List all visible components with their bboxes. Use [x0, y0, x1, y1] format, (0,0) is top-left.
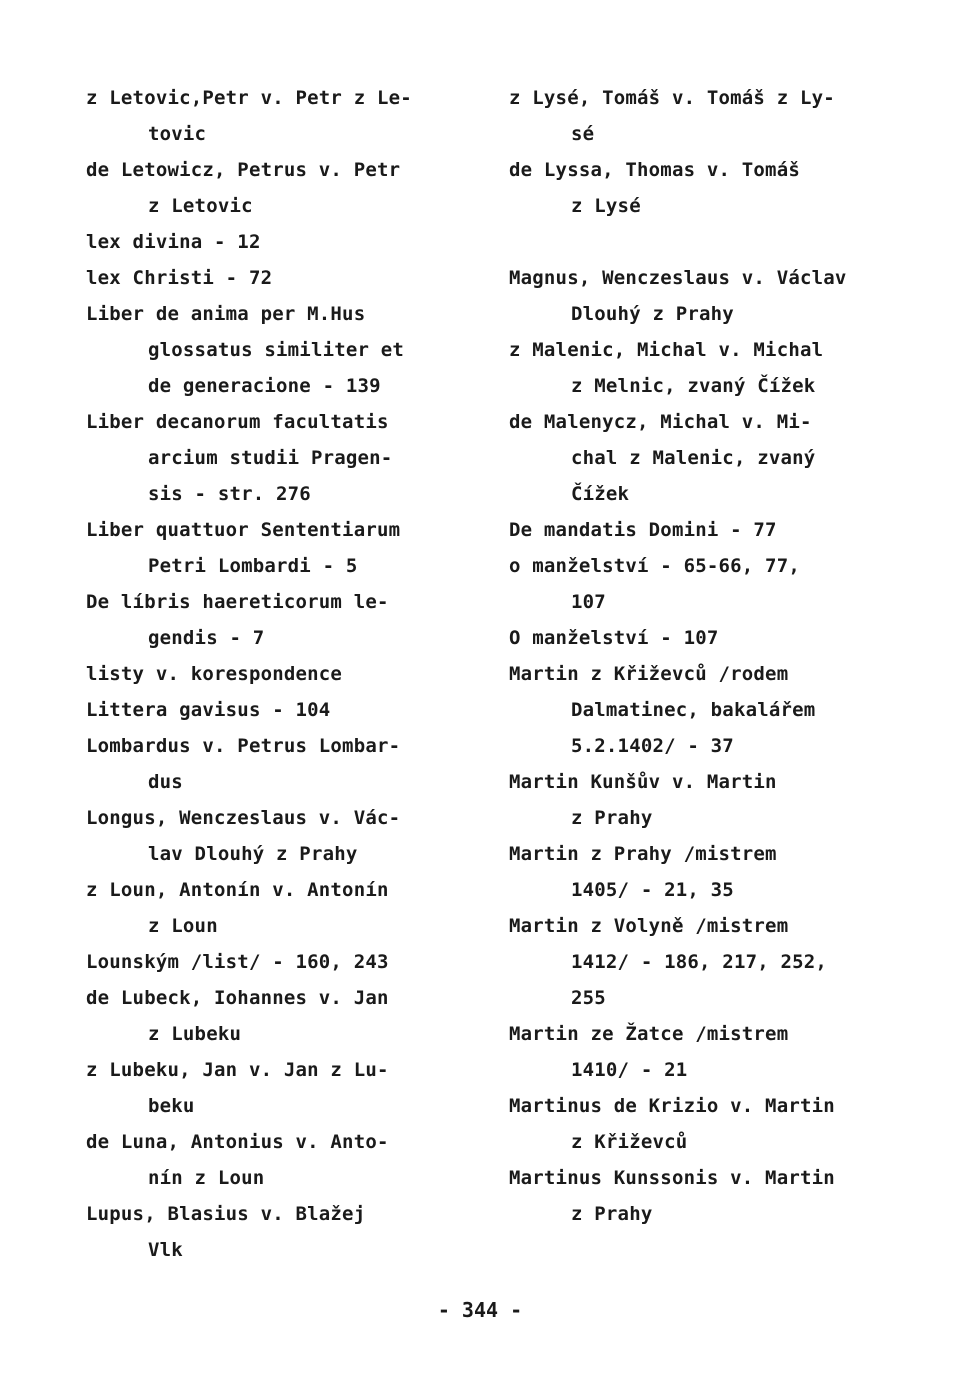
index-entry: Liber de anima per M.Hus: [86, 303, 366, 325]
index-entry: Martin z Volyně /mistrem: [509, 915, 789, 937]
index-entry: O manželství - 107: [509, 627, 719, 649]
index-entry: z Letovic,Petr v. Petr z Le-: [86, 87, 412, 109]
index-entry: o manželství - 65-66, 77,: [509, 555, 800, 577]
index-entry: z Lysé, Tomáš v. Tomáš z Ly-: [509, 87, 835, 109]
index-entry-continuation: 1412/ - 186, 217, 252,: [571, 951, 828, 973]
index-entry-continuation: Dlouhý z Prahy: [571, 303, 734, 325]
index-entry: Liber decanorum facultatis: [86, 411, 389, 433]
index-entry-continuation: z Prahy: [571, 1203, 653, 1225]
index-entry: [509, 224, 929, 260]
page-number: - 344 -: [437, 1298, 523, 1322]
index-entry-continuation: z Lubeku: [148, 1023, 242, 1045]
index-entry-continuation: z Letovic: [148, 195, 253, 217]
index-entry-continuation: z Křiževců: [571, 1131, 688, 1153]
index-entry-continuation: dus: [148, 771, 183, 793]
index-entry-continuation: arcium studii Pragen-: [148, 447, 393, 469]
index-entry: listy v. korespondence: [86, 663, 343, 685]
index-entry-continuation: z Melnic, zvaný Čížek: [571, 375, 816, 397]
index-entry-continuation: sis - str. 276: [148, 483, 311, 505]
index-entry: de Luna, Antonius v. Anto-: [86, 1131, 389, 1153]
index-entry-continuation: 107: [571, 591, 606, 613]
index-entry: Martin z Prahy /mistrem: [509, 843, 777, 865]
index-entry: Martinus Kunssonis v. Martin: [509, 1167, 835, 1189]
index-entry-continuation: gendis - 7: [148, 627, 265, 649]
index-entry-continuation: Vlk: [148, 1239, 183, 1261]
index-column-left: [86, 80, 466, 1268]
index-entry: De líbris haereticorum le-: [86, 591, 389, 613]
index-entry: Littera gavisus - 104: [86, 699, 331, 721]
index-entry: Martinus de Krizio v. Martin: [509, 1095, 835, 1117]
index-entry-continuation: nín z Loun: [148, 1167, 265, 1189]
index-entry: Lupus, Blasius v. Blažej: [86, 1203, 366, 1225]
index-entry-continuation: Petri Lombardi - 5: [148, 555, 358, 577]
index-entry-continuation: z Prahy: [571, 807, 653, 829]
index-entry-continuation: 255: [571, 987, 606, 1009]
index-entry-continuation: z Loun: [148, 915, 218, 937]
index-entry: Martin Kunšův v. Martin: [509, 771, 777, 793]
index-entry: Lounským /list/ - 160, 243: [86, 951, 389, 973]
index-entry: de Lyssa, Thomas v. Tomáš: [509, 159, 800, 181]
index-entry: de Lubeck, Iohannes v. Jan: [86, 987, 389, 1009]
index-entry: Lombardus v. Petrus Lombar-: [86, 735, 401, 757]
index-entry-continuation: Dalmatinec, bakalářem: [571, 699, 816, 721]
index-entry-continuation: z Lysé: [571, 195, 641, 217]
index-entry-continuation: 1405/ - 21, 35: [571, 879, 734, 901]
index-entry: lex divina - 12: [86, 231, 261, 253]
index-entry-continuation: 5.2.1402/ - 37: [571, 735, 734, 757]
index-entry: z Loun, Antonín v. Antonín: [86, 879, 389, 901]
index-entry-continuation: chal z Malenic, zvaný: [571, 447, 816, 469]
index-entry-continuation: glossatus similiter et: [148, 339, 405, 361]
index-entry: Magnus, Wenczeslaus v. Václav: [509, 267, 847, 289]
index-entry: Martin z Křiževců /rodem: [509, 663, 789, 685]
index-entry-continuation: sé: [571, 123, 595, 145]
index-entry-continuation: lav Dlouhý z Prahy: [148, 843, 358, 865]
index-column-right: [509, 80, 929, 1232]
index-entry: Liber quattuor Sententiarum: [86, 519, 401, 541]
index-entry: Martin ze Žatce /mistrem: [509, 1023, 789, 1045]
index-entry: de Letowicz, Petrus v. Petr: [86, 159, 401, 181]
index-entry: de Malenycz, Michal v. Mi-: [509, 411, 812, 433]
index-entry-continuation: Čížek: [571, 483, 630, 505]
index-entry: Longus, Wenczeslaus v. Vác-: [86, 807, 401, 829]
index-entry-continuation: de generacione - 139: [148, 375, 381, 397]
index-entry: z Malenic, Michal v. Michal: [509, 339, 824, 361]
index-entry: z Lubeku, Jan v. Jan z Lu-: [86, 1059, 389, 1081]
index-entry: De mandatis Domini - 77: [509, 519, 777, 541]
index-entry-continuation: 1410/ - 21: [571, 1059, 688, 1081]
index-entry-continuation: tovic: [148, 123, 207, 145]
index-entry-continuation: beku: [148, 1095, 195, 1117]
index-entry: lex Christi - 72: [86, 267, 273, 289]
